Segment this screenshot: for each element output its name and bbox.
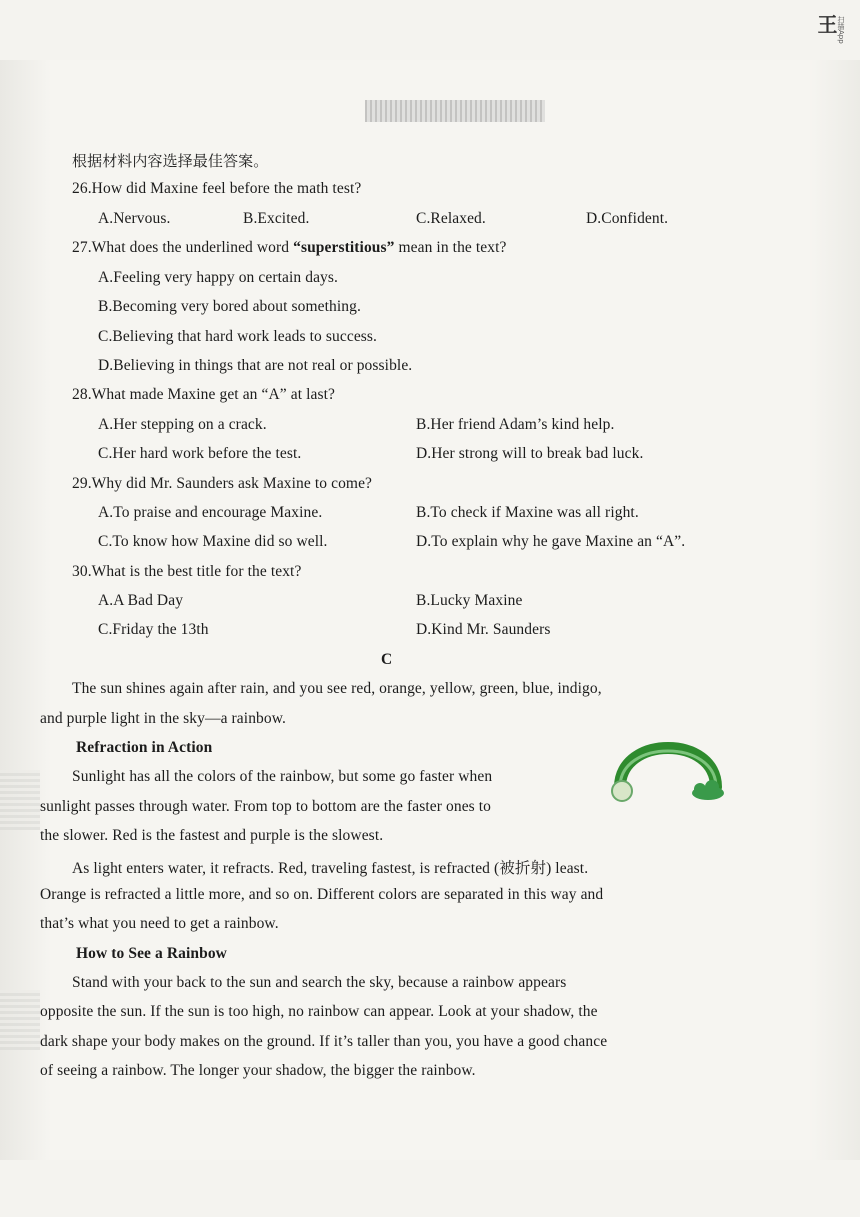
- option: A.Her stepping on a crack.: [98, 416, 267, 433]
- question-27-post: mean in the text?: [394, 239, 507, 256]
- question-28: 28.What made Maxine get an “A” at last?: [72, 386, 335, 403]
- option: B.Lucky Maxine: [416, 592, 523, 609]
- rainbow-illustration: [608, 725, 728, 805]
- passage-text: The sun shines again after rain, and you see red, orange, yellow, green, blue, indigo,: [72, 680, 602, 697]
- passage-text: Sunlight has all the colors of the rainbow, but some go faster when: [72, 768, 493, 785]
- question-27: [72, 239, 507, 257]
- faded-qr-code: [0, 990, 40, 1050]
- rainbow-arc: [620, 748, 716, 787]
- option: D.Kind Mr. Saunders: [416, 621, 551, 638]
- passage-text: Orange is refracted a little more, and so on. Different colors are separated in this way and: [40, 886, 604, 903]
- passage-text: As light enters water, it refracts. Red, traveling fastest, is refracted (被折射) least.: [72, 860, 589, 877]
- passage-text: that’s what you need to get a rainbow.: [40, 915, 279, 932]
- passage-text: sunlight passes through water. From top to bottom are the faster ones to: [40, 798, 492, 815]
- option: D.Confident.: [586, 210, 669, 227]
- question-27-pre: 27.What does the underlined word: [72, 239, 294, 256]
- passage-text: the slower. Red is the fastest and purple is the slowest.: [40, 827, 384, 844]
- option: C.Believing that hard work leads to success.: [98, 328, 378, 345]
- section-heading: How to See a Rainbow: [76, 945, 227, 962]
- underlined-word: “superstitious”: [293, 239, 395, 256]
- option: C.Friday the 13th: [98, 621, 209, 638]
- instruction: 根据材料内容选择最佳答案。: [72, 152, 269, 170]
- passage-text: dark shape your body makes on the ground. If it’s taller than you, you have a good chance: [40, 1033, 608, 1050]
- section-heading: Refraction in Action: [76, 739, 213, 756]
- option: A.To praise and encourage Maxine.: [98, 504, 323, 521]
- scanner-logo: [812, 14, 846, 62]
- question-29: 29.Why did Mr. Saunders ask Maxine to come?: [72, 475, 373, 492]
- sun-icon: [612, 781, 632, 801]
- option: A.Nervous.: [98, 210, 171, 227]
- option: C.Relaxed.: [416, 210, 486, 227]
- option: B.Becoming very bored about something.: [98, 298, 361, 315]
- passage-text: and purple light in the sky—a rainbow.: [40, 710, 287, 727]
- option: C.Her hard work before the test.: [98, 445, 302, 462]
- option: C.To know how Maxine did so well.: [98, 533, 328, 550]
- option: B.Her friend Adam’s kind help.: [416, 416, 615, 433]
- passage-text: Stand with your back to the sun and search the sky, because a rainbow appears: [72, 974, 567, 991]
- page-header-bar: [365, 100, 545, 122]
- option: A.A Bad Day: [98, 592, 184, 609]
- option: D.Believing in things that are not real or possible.: [98, 357, 413, 374]
- logo-app-label: 扫描App: [837, 16, 845, 44]
- logo-brand: 王: [814, 14, 838, 34]
- option: B.To check if Maxine was all right.: [416, 504, 639, 521]
- option: A.Feeling very happy on certain days.: [98, 269, 339, 286]
- question-30: 30.What is the best title for the text?: [72, 563, 302, 580]
- option: B.Excited.: [243, 210, 310, 227]
- faded-qr-code: [0, 770, 40, 830]
- option: D.Her strong will to break bad luck.: [416, 445, 644, 462]
- question-26: 26.How did Maxine feel before the math test?: [72, 180, 362, 197]
- passage-text: opposite the sun. If the sun is too high, no rainbow can appear. Look at your shadow, the: [40, 1003, 598, 1020]
- passage-label: C: [381, 651, 393, 668]
- passage-text: of seeing a rainbow. The longer your shadow, the bigger the rainbow.: [40, 1062, 476, 1079]
- option: D.To explain why he gave Maxine an “A”.: [416, 533, 686, 550]
